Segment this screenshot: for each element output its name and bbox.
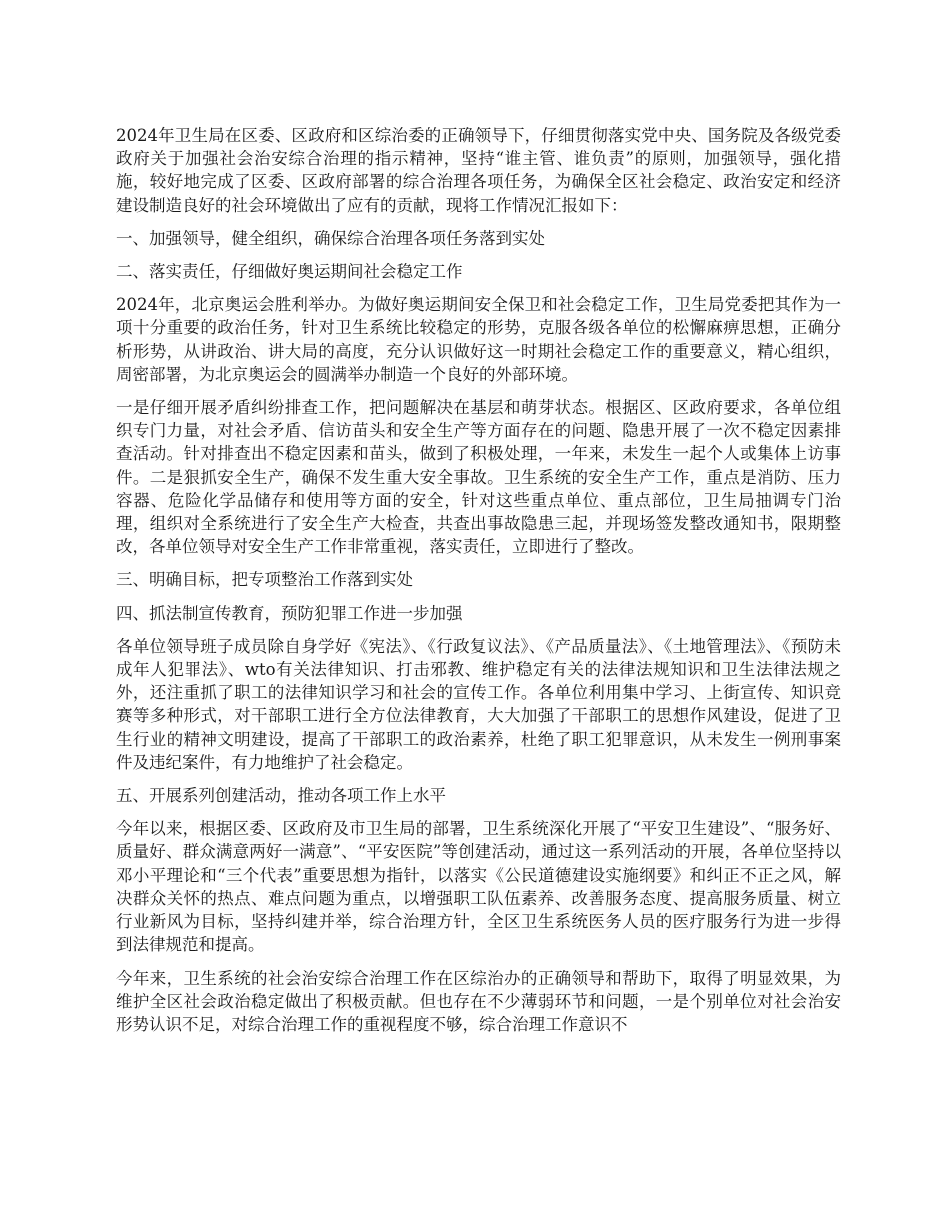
- body-paragraph: 一是仔细开展矛盾纠纷排查工作，把问题解决在基层和萌芽状态。根据区、区政府要求，各单位组织专门力量，对社会矛盾、信访苗头和安全生产等方面存在的问题、隐患开展了一次不稳定因素排查活动。针对排查出不稳定因素和苗头，做到了积极处理，一年来，未发生一起个人或集体上访事件。二是狠抓安全生产，确保不发生重大安全事故。卫生系统的安全生产工作，重点是消防、压力容器、危险化学品储存和使用等方面的安全，针对这些重点单位、重点部位，卫生局抽调专门治理，组织对全系统进行了安全生产大检查，共查出事故隐患三起，并现场签发整改通知书，限期整改，各单位领导对安全生产工作非常重视，落实责任，立即进行了整改。: [116, 398, 841, 557]
- section-heading-1: 一、加强领导，健全组织，确保综合治理各项任务落到实处: [116, 228, 545, 248]
- section-heading-2: 二、落实责任，仔细做好奥运期间社会稳定工作: [116, 262, 463, 282]
- intro-paragraph: 2024年卫生局在区委、区政府和区综治委的正确领导下，仔细贯彻落实党中央、国务院及各级党委政府关于加强社会治安综合治理的指示精神，坚持“谁主管、谁负责”的原则，加强领导，强化措施，较好地完成了区委、区政府部署的综合治理各项任务，为确保全区社会稳定、政治安定和经济建设制造良好的社会环境做出了应有的贡献，现将工作情况汇报如下：: [116, 126, 841, 215]
- body-paragraph: 今年以来，根据区委、区政府及市卫生局的部署，卫生系统深化开展了“平安卫生建设”、“服务好、质量好、群众满意两好一满意”、“平安医院”等创建活动，通过这一系列活动的开展，各单位坚持以邓小平理论和“三个代表”重要思想为指针，以落实《公民道德建设实施纲要》和纠正不正之风，解决群众关怀的热点、难点问题为重点，以增强职工队伍素养、改善服务态度、提高服务质量、树立行业新风为目标，坚持纠建并举，综合治理方针，全区卫生系统医务人员的医疗服务行为进一步得到法律规范和提高。: [116, 819, 841, 955]
- body-paragraph: 今年来，卫生系统的社会治安综合治理工作在区综治办的正确领导和帮助下，取得了明显效果，为维护全区社会政治稳定做出了积极贡献。但也存在不少薄弱环节和问题，一是个别单位对社会治安形势认识不足，对综合治理工作的重视程度不够，综合治理工作意识不: [116, 968, 841, 1034]
- section-heading-5: 五、开展系列创建活动，推动各项工作上水平: [116, 786, 446, 806]
- section-heading-3: 三、明确目标，把专项整治工作落到实处: [116, 570, 413, 590]
- body-paragraph: 2024年，北京奥运会胜利举办。为做好奥运期间安全保卫和社会稳定工作，卫生局党委把其作为一项十分重要的政治任务，针对卫生系统比较稳定的形势，克服各级各单位的松懈麻痹思想，正确分析形势，从讲政治、讲大局的高度，充分认识做好这一时期社会稳定工作的重要意义，精心组织，周密部署，为北京奥运会的圆满举办制造一个良好的外部环境。: [116, 295, 841, 384]
- document-body: [116, 124, 841, 1046]
- body-paragraph: 各单位领导班子成员除自身学好《宪法》、《行政复议法》、《产品质量法》、《土地管理法》、《预防未成年人犯罪法》、wto有关法律知识、打击邪教、维护稳定有关的法律法规知识和卫生法律法规之外，还注重抓了职工的法律知识学习和社会的宣传工作。各单位利用集中学习、上街宣传、知识竞赛等多种形式，对干部职工进行全方位法律教育，大大加强了干部职工的思想作风建设，促进了卫生行业的精神文明建设，提高了干部职工的政治素养，杜绝了职工犯罪意识，从未发生一例刑事案件及违纪案件，有力地维护了社会稳定。: [116, 636, 841, 772]
- section-heading-4: 四、抓法制宣传教育，预防犯罪工作进一步加强: [116, 603, 463, 623]
